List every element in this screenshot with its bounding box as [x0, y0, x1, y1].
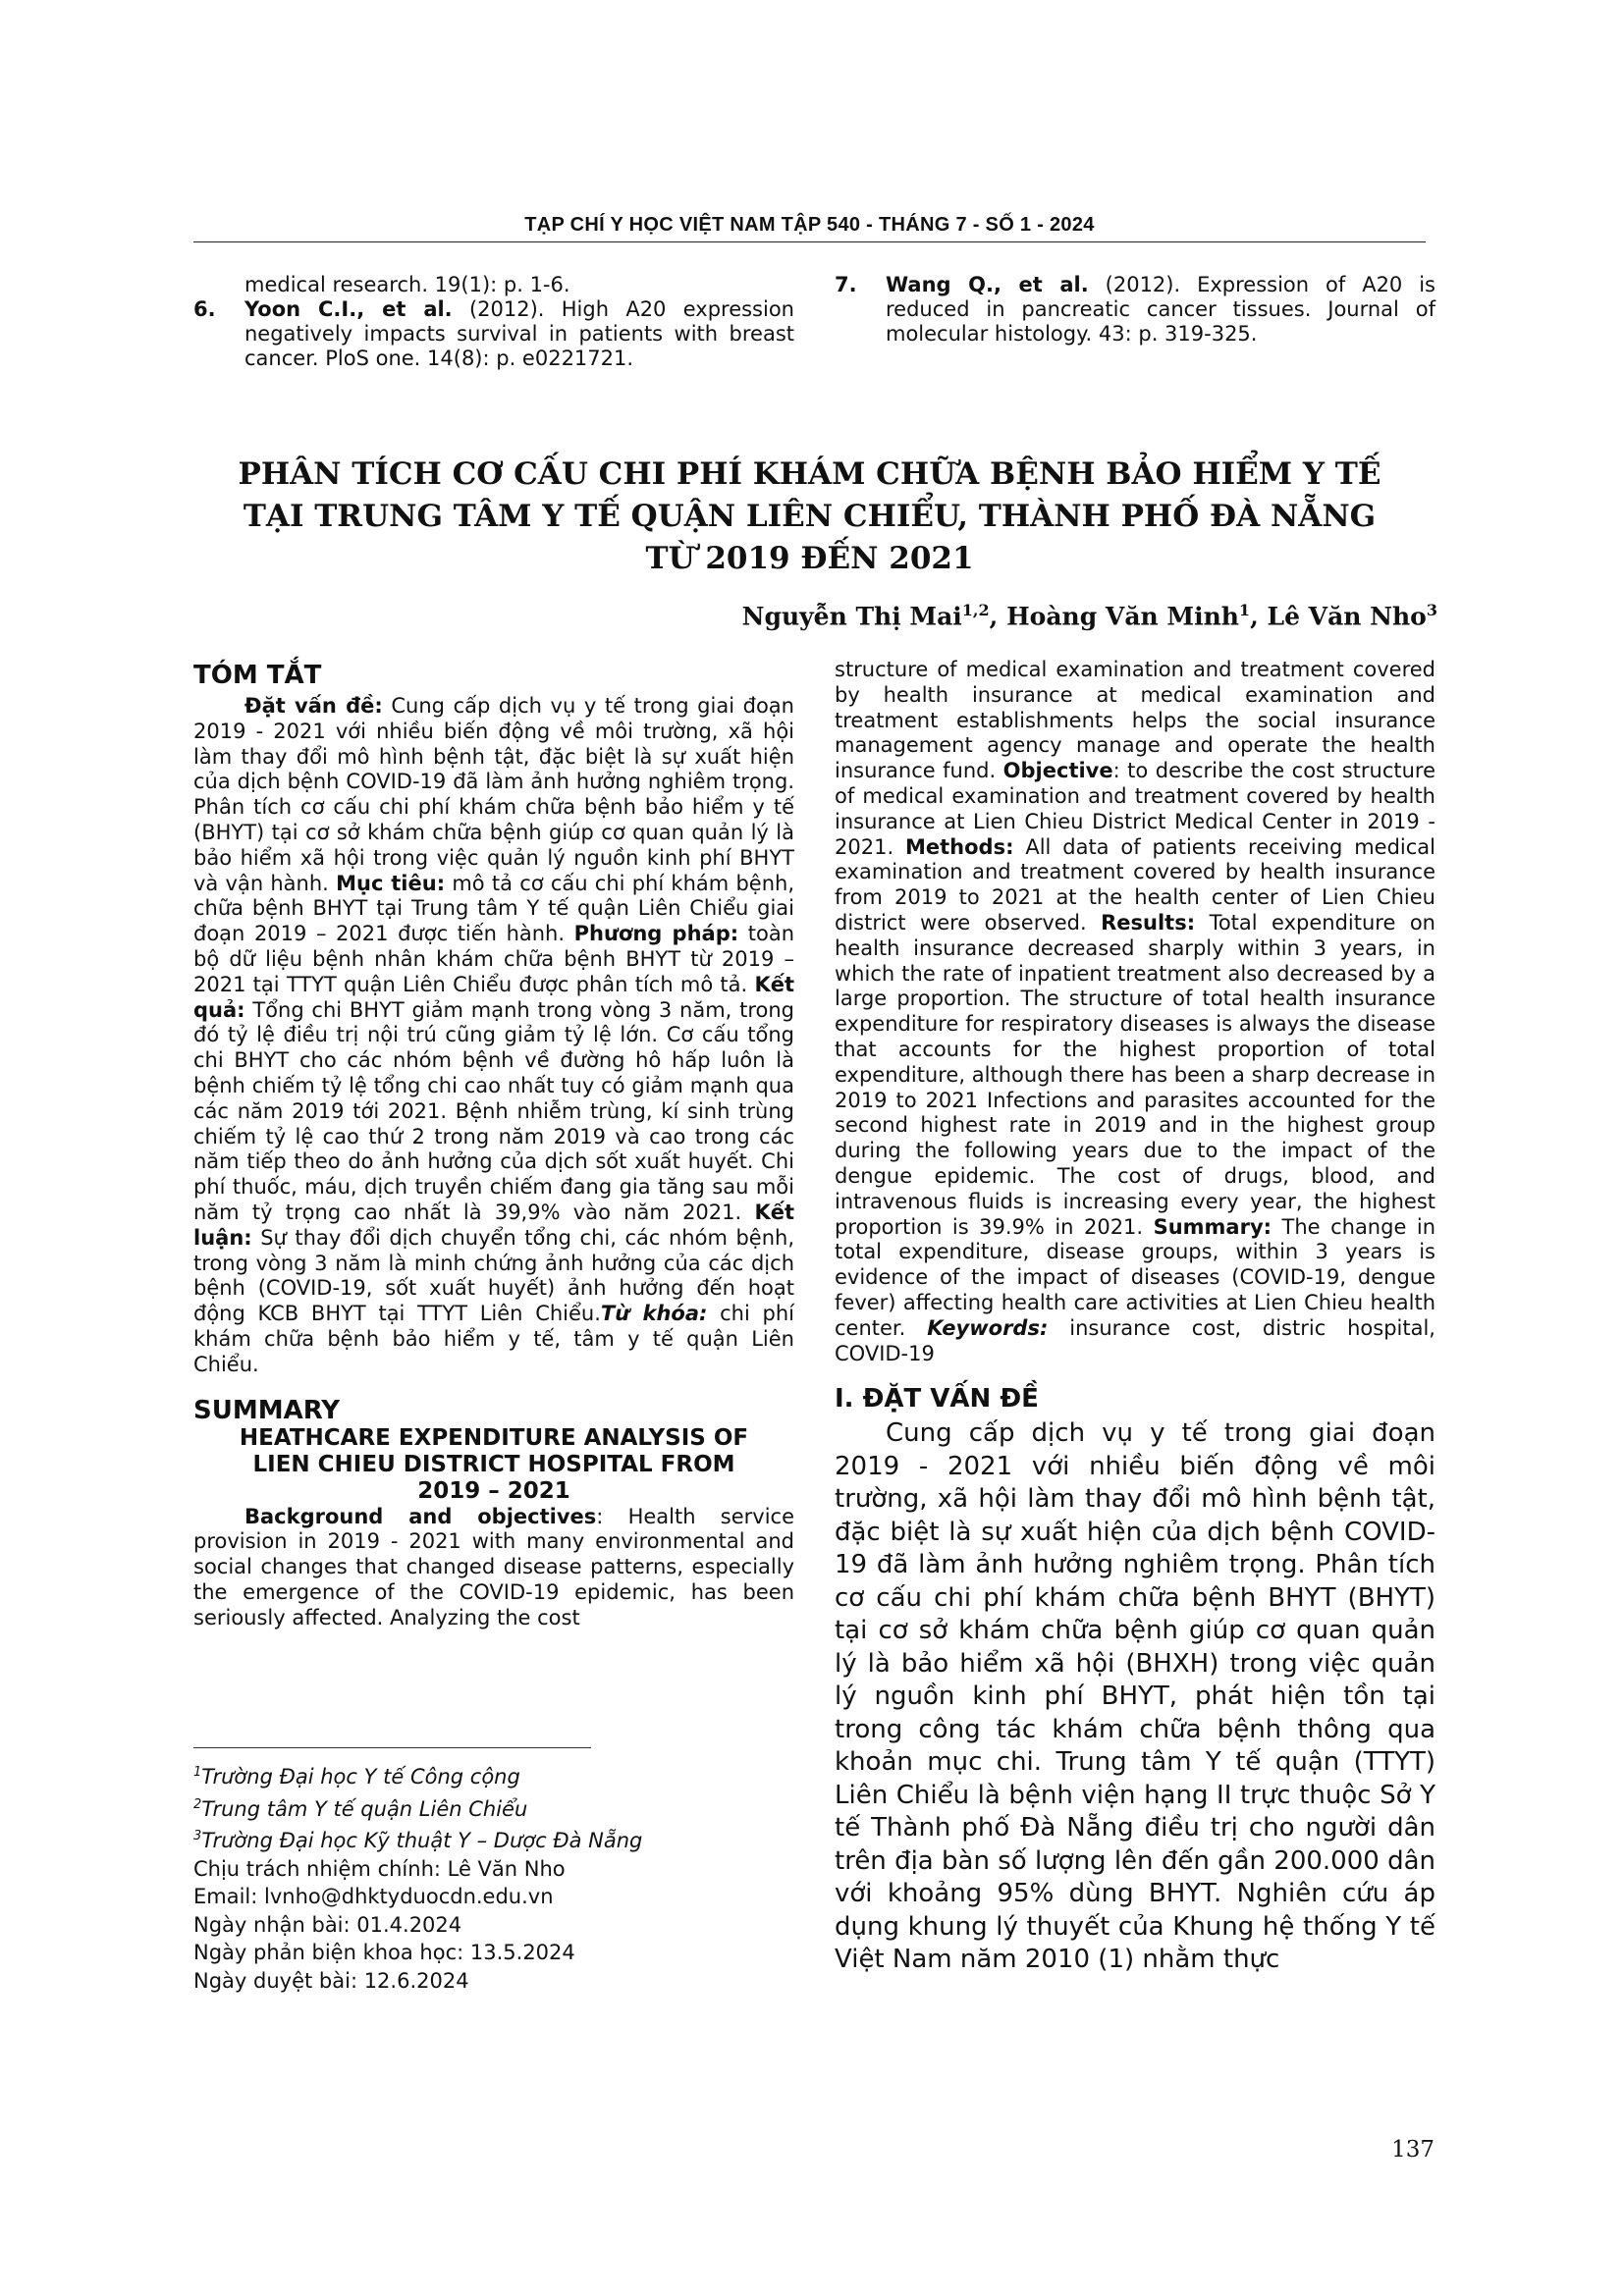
summary-title: HEATHCARE EXPENDITURE ANALYSIS OF LIEN CHIEU DISTRICT HOSPITAL FROM 2019 – 2021 [239, 1424, 749, 1504]
running-header: TẠP CHÍ Y HỌC VIỆT NAM TẬP 540 - THÁNG 7 - SỐ 1 - 2024 [524, 214, 1095, 236]
summary-heading: SUMMARY [193, 1395, 341, 1425]
title-line: TỪ 2019 ĐẾN 2021 [645, 541, 974, 576]
author-affiliation: 3 [1426, 601, 1437, 619]
references-right [835, 273, 1435, 347]
reference-number: 7. [835, 273, 857, 296]
reference-author: Yoon C.I., et al. [244, 297, 453, 321]
accepted-date: Ngày duyệt bài: 12.6.2024 [193, 1968, 469, 1993]
author-name: Hoàng Văn Minh [1006, 602, 1239, 631]
corresponding-author: Chịu trách nhiệm chính: Lê Văn Nho [193, 1856, 566, 1881]
summary-text-continued: structure of medical examination and treatment covered by health insurance at medical examination and treatment establishments helps the social insurance management agency manage and operate the health insurance fund. Objective: to describe the cost structure of medical examination and treatment covered by health insurance at Lien Chieu District Medical Center in 2019 - 2021. Methods: All data of patients receiving medical examination and treatment covered by health insurance from 2019 to 2021 at the health center of Lien Chieu district were observed. Results: Total expenditure on health insurance decreased sharply within 3 years, in which the rate of inpatient treatment also decreased by a large proportion. The structure of total health insurance expenditure for respiratory diseases is always the disease that accounts for the highest proportion of total expenditure, although there has been a sharp decrease in 2019 to 2021 Infections and parasites accounted for the second highest rate in 2019 and in the highest group during the following years due to the impact of the dengue epidemic. The cost of drugs, blood, and intravenous fluids is increasing every year, the highest proportion is 39.9% in 2021. Summary: The change in total expenditure, disease groups, within 3 years is evidence of the impact of diseases (COVID-19, dengue fever) affecting health care activities at Lien Chieu health center. Keywords: insurance cost, distric hospital, COVID-19 [835, 658, 1436, 1365]
header-divider [193, 241, 1426, 242]
reference-7 [835, 273, 1435, 347]
reference-continuation: medical research. 19(1): p. 1-6. [244, 273, 570, 296]
introduction-heading: I. ĐẶT VẤN ĐỀ [835, 1384, 1039, 1415]
affiliation-footnote: $^2$Trung tâm Y tế quận Liên Chiểu [193, 1796, 528, 1821]
introduction-text: Cung cấp dịch vụ y tế trong giai đoạn 2019 - 2021 với nhiều biến động về môi trường, xã hội làm thay đổi mô hình bệnh tật, đặc biệt là sự xuất hiện của dịch bệnh COVID-19 đã làm ảnh hưởng nghiêm trọng. Phân tích cơ cấu chi phí khám chữa bệnh BHYT (BHYT) tại cơ sở khám chữa bệnh giúp cơ quan quản lý là bảo hiểm xã hội (BHXH) trong việc quản lý nguồn kinh phí BHYT, phát hiện tồn tại trong công tác khám chữa bệnh thông qua khoản mục chi. Trung tâm Y tế quận (TTYT) Liên Chiểu là bệnh viện hạng II trực thuộc Sở Y tế Thành phố Đà Nẵng điều trị cho người dân trên địa bàn số lượng lên đến gần 200.000 dân với khoảng 95% dùng BHYT. Nghiên cứu áp dụng khung lý thuyết của Khung hệ thống Y tế Việt Nam năm 2010 (1) nhằm thực [835, 1418, 1435, 1975]
reference-author: Wang Q., et al. [886, 273, 1089, 296]
reference-text: (2012). High A20 expression negatively impacts survival in patients with breast cancer. PloS one. 14(8): p. e0221721. [244, 297, 794, 370]
author-name: Lê Văn Nho [1267, 602, 1427, 631]
article-title [187, 454, 1433, 580]
abstract-vi-text: Đặt vấn đề: Cung cấp dịch vụ y tế trong giai đoạn 2019 - 2021 với nhiều biến động về môi trường, xã hội làm thay đổi mô hình bệnh tật, đặc biệt là sự xuất hiện của dịch bệnh COVID-19 đã làm ảnh hưởng nghiêm trọng. Phân tích cơ cấu chi phí khám chữa bệnh bảo hiểm y tế (BHYT) tại cơ sở khám chữa bệnh giúp cơ quan quản lý là bảo hiểm xã hội trong việc quản lý nguồn kinh phí BHYT và vận hành. Mục tiêu: mô tả cơ cấu chi phí khám bệnh, chữa bệnh BHYT tại Trung tâm Y tế quận Liên Chiểu giai đoạn 2019 – 2021 được tiến hành. Phương pháp: toàn bộ dữ liệu bệnh nhân khám chữa bệnh BHYT từ 2019 – 2021 tại TTYT quận Liên Chiểu được phân tích mô tả. Kết quả: Tổng chi BHYT giảm mạnh trong vòng 3 năm, trong đó tỷ lệ điều trị nội trú cũng giảm tỷ lệ lớn. Cơ cấu tổng chi BHYT cho các nhóm bệnh về đường hô hấp luôn là bệnh chiếm tỷ lệ tổng chi cao nhất tuy có giảm mạnh qua các năm 2019 tới 2021. Bệnh nhiễm trùng, kí sinh trùng chiếm tỷ lệ cao thứ 2 trong năm 2019 và cao trong các năm tiếp theo do ảnh hưởng của dịch sốt xuất huyết. Chi phí thuốc, máu, dịch truyền chiếm đang gia tăng sau mỗi năm tỷ trọng cao nhất là 39,9% vào năm 2021. Kết luận: Sự thay đổi dịch chuyển tổng chi, các nhóm bệnh, trong vòng 3 năm là minh chứng ảnh hưởng của các dịch bệnh (COVID-19, sốt xuất huyết) ảnh hưởng đến hoạt động KCB BHYT tại TTYT Liên Chiểu.Từ khóa: chi phí khám chữa bệnh bảo hiểm y tế, tâm y tế quận Liên Chiểu. [193, 694, 795, 1376]
left-column [193, 661, 794, 1631]
right-column [835, 658, 1435, 1977]
page-number: 137 [1391, 2137, 1435, 2163]
title-line: PHÂN TÍCH CƠ CẤU CHI PHÍ KHÁM CHỮA BỆNH BẢO HIỂM Y TẾ [238, 456, 1381, 492]
affiliation-footnote: $^1$Trường Đại học Y tế Công cộng [193, 1765, 520, 1789]
affiliation-footnote: $^3$Trường Đại học Kỹ thuật Y – Dược Đà Nẵng [193, 1829, 643, 1852]
reference-text: (2012). Expression of A20 is reduced in pancreatic cancer tissues. Journal of molecular histology. 43: p. 319-325. [886, 273, 1435, 346]
reference-6 [193, 297, 794, 371]
abstract-vi-heading: TÓM TẮT [193, 661, 322, 690]
footnotes [193, 1759, 642, 1995]
references-left [193, 273, 794, 371]
review-date: Ngày phản biện khoa học: 13.5.2024 [193, 1941, 575, 1964]
received-date: Ngày nhận bài: 01.4.2024 [193, 1912, 462, 1937]
author-affiliation: 1 [1238, 601, 1251, 619]
author-affiliation: 1,2 [961, 601, 990, 619]
title-line: TẠI TRUNG TÂM Y TẾ QUẬN LIÊN CHIỂU, THÀNH PHỐ ĐÀ NẴNG [243, 499, 1377, 534]
summary-text: Background and objectives: Health service provision in 2019 - 2021 with many environmental and social changes that changed disease patterns, especially the emergence of the COVID-19 epidemic, has been seriously affected. Analyzing the cost [193, 1504, 794, 1629]
author-list: Nguyễn Thị Mai$^{1,2}$, Hoàng Văn Minh$^1$, Lê Văn Nho$^3$ [741, 601, 1437, 631]
footnote-divider [193, 1747, 591, 1748]
author-name: Nguyễn Thị Mai [741, 602, 962, 631]
email: Email: lvnho@dhktyduocdn.edu.vn [193, 1885, 554, 1908]
reference-number: 6. [193, 297, 216, 321]
